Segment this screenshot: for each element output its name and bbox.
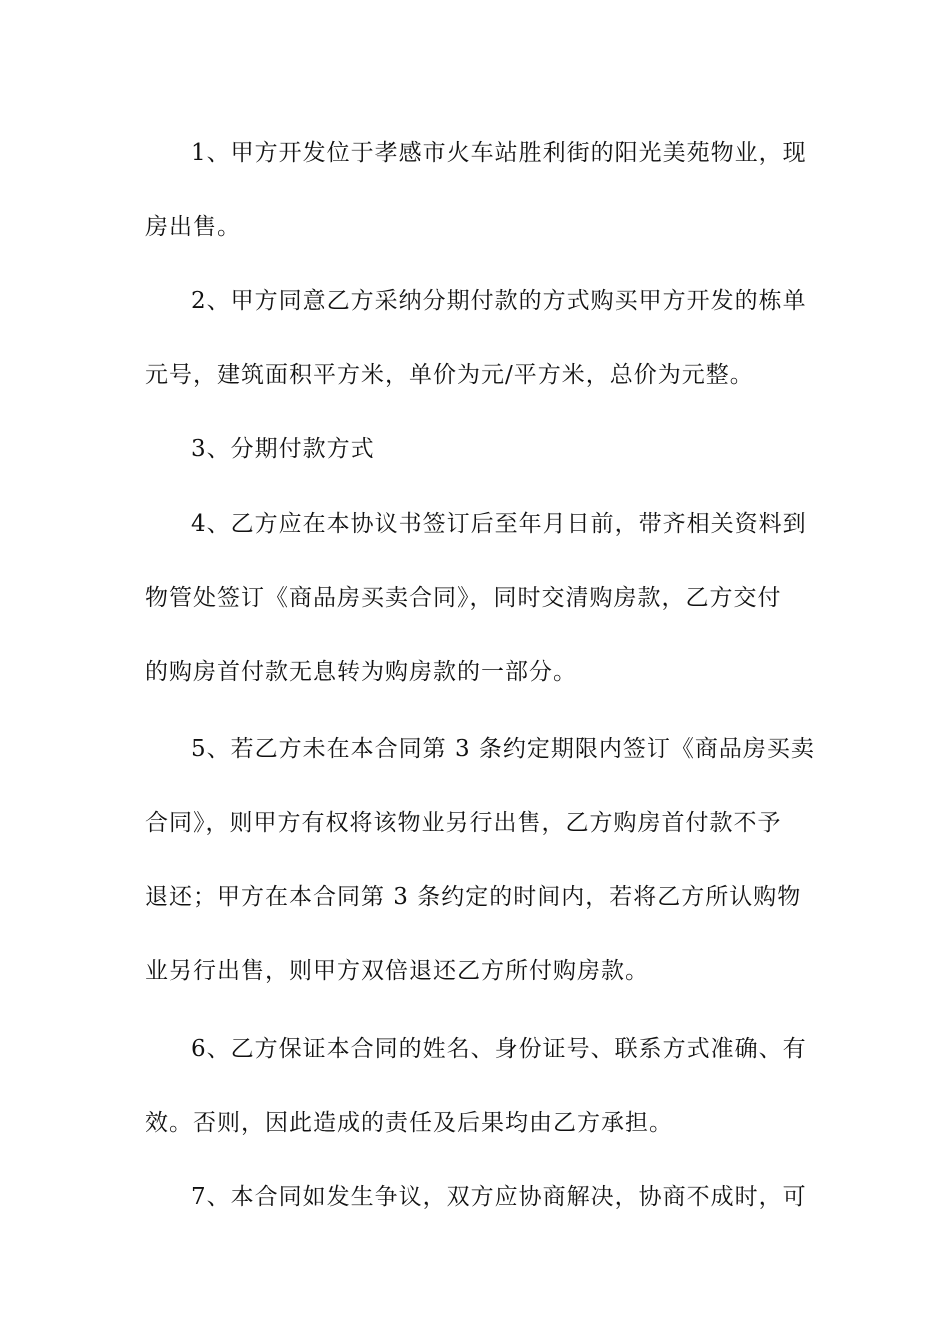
paragraph-line: 业另行出售，则甲方双倍退还乙方所付购房款。 — [145, 958, 649, 984]
paragraph-line: 房出售。 — [145, 214, 241, 240]
paragraph-line: 合同》，则甲方有权将该物业另行出售，乙方购房首付款不予 — [145, 810, 782, 836]
paragraph-4 — [145, 487, 815, 709]
paragraph-line: 1、甲方开发位于孝感市火车站胜利街的阳光美苑物业，现 — [191, 140, 807, 166]
paragraph-line: 3、分期付款方式 — [191, 436, 375, 462]
paragraph-6 — [145, 1012, 815, 1160]
paragraph-line: 物管处签订《商品房买卖合同》，同时交清购房款，乙方交付 — [145, 585, 782, 611]
paragraph-line: 4、乙方应在本协议书签订后至年月日前，带齐相关资料到 — [191, 511, 807, 537]
paragraph-line: 7、本合同如发生争议，双方应协商解决，协商不成时，可 — [191, 1184, 807, 1210]
paragraph-line: 6、乙方保证本合同的姓名、身份证号、联系方式准确、有 — [191, 1036, 807, 1062]
paragraph-line: 元号，建筑面积平方米，单价为元/平方米，总价为元整。 — [145, 362, 754, 388]
paragraph-line: 的购房首付款无息转为购房款的一部分。 — [145, 659, 577, 685]
paragraph-3 — [145, 412, 815, 486]
paragraph-2 — [145, 264, 815, 412]
paragraph-line: 退还；甲方在本合同第 3 条约定的时间内，若将乙方所认购物 — [145, 884, 802, 910]
paragraph-1 — [145, 116, 815, 264]
paragraph-line: 5、若乙方未在本合同第 3 条约定期限内签订《商品房买卖 — [191, 736, 815, 762]
paragraph-line: 效。否则，因此造成的责任及后果均由乙方承担。 — [145, 1110, 673, 1136]
paragraph-5 — [145, 712, 815, 1008]
paragraph-line: 2、甲方同意乙方采纳分期付款的方式购买甲方开发的栋单 — [191, 288, 807, 314]
paragraph-7 — [145, 1160, 815, 1234]
